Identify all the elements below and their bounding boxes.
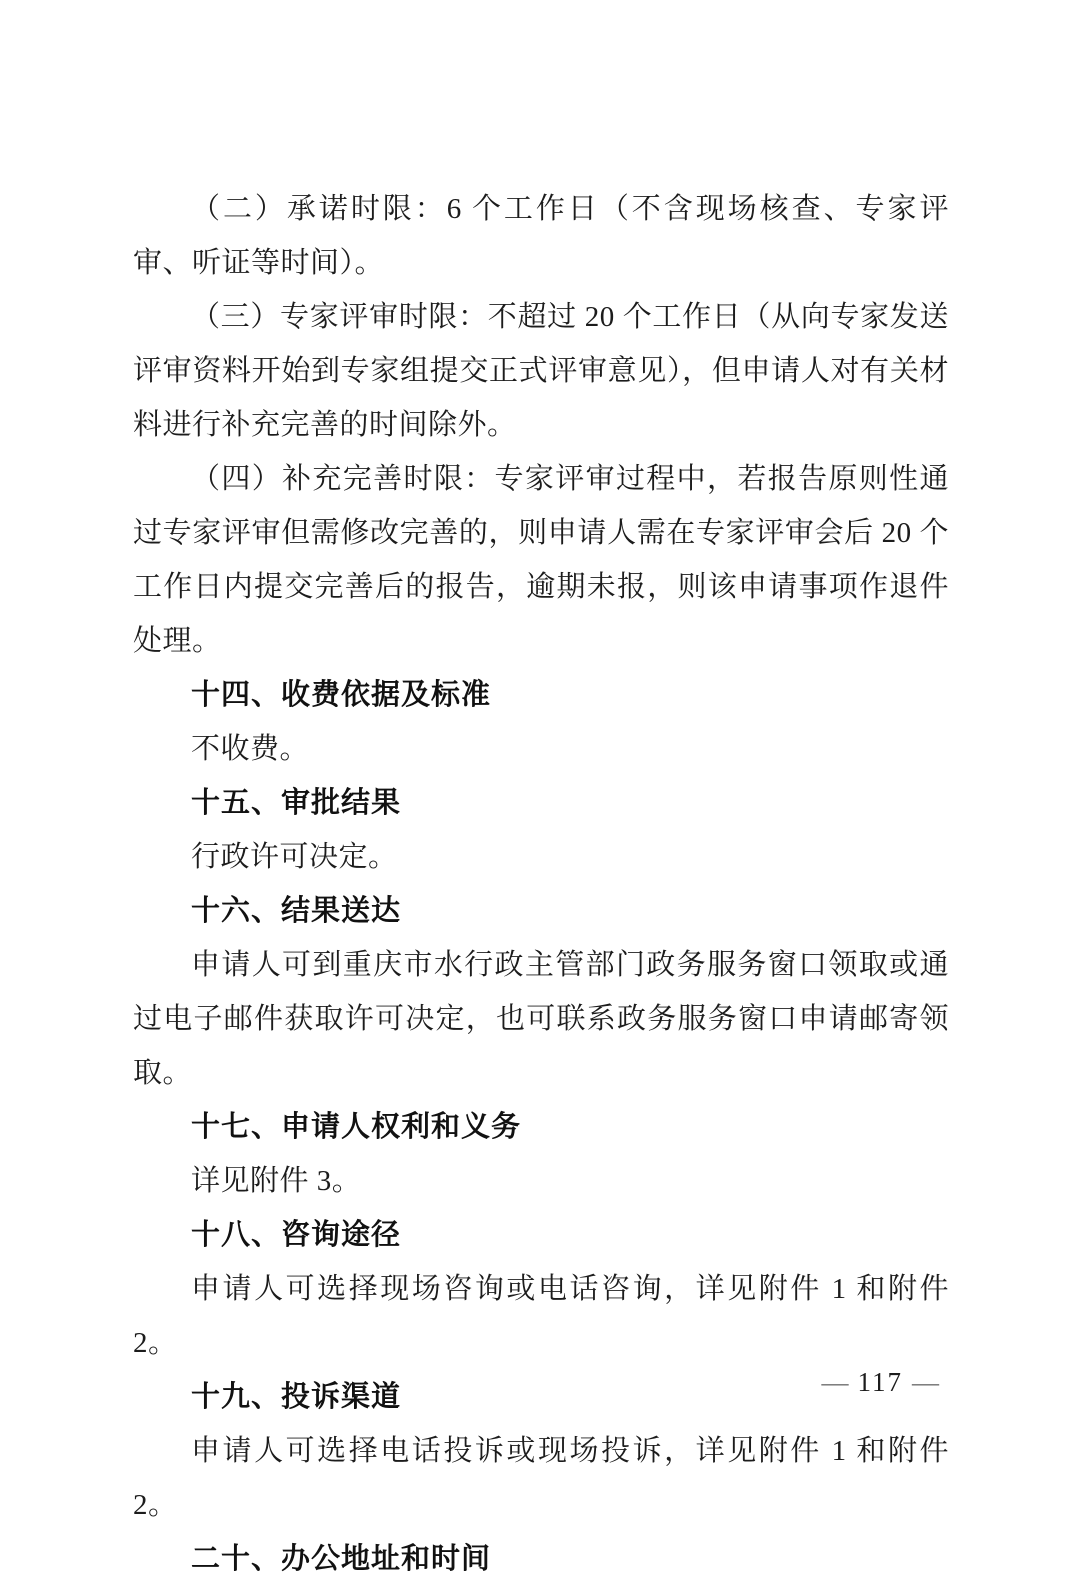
body-paragraph: （四）补充完善时限：专家评审过程中，若报告原则性通过专家评审但需修改完善的，则申请人需在专家评审会后 20 个工作日内提交完善后的报告，逾期未报，则该申请事项作退件处理。: [133, 463, 949, 657]
footer-dash-left: —: [821, 1367, 849, 1397]
footer-dash-right: —: [912, 1367, 939, 1397]
body-paragraph: 详见附件 3。: [191, 1165, 362, 1197]
body-paragraph: （三）专家评审时限：不超过 20 个工作日（从向专家发送评审资料开始到专家组提交正式评审意见），但申请人对有关材料进行补充完善的时间除外。: [133, 301, 949, 441]
body-paragraph: 行政许可决定。: [191, 841, 398, 873]
body-paragraph: 申请人可到重庆市水行政主管部门政务服务窗口领取或通过电子邮件获取许可决定，也可联系政务服务窗口申请邮寄领取。: [133, 949, 949, 1089]
page-number: [813, 1366, 949, 1398]
section-heading-14: 十四、收费依据及标准: [191, 679, 492, 711]
section-heading-15: 十五、审批结果: [191, 787, 402, 819]
body-paragraph: 申请人可选择电话投诉或现场投诉，详见附件 1 和附件 2。: [133, 1435, 949, 1521]
section-heading-17: 十七、申请人权利和义务: [191, 1111, 522, 1143]
section-heading-18: 十八、咨询途径: [191, 1219, 402, 1251]
section-heading-20: 二十、办公地址和时间: [191, 1543, 492, 1575]
footer-page-number: 117: [857, 1367, 903, 1397]
body-paragraph: 不收费。: [191, 733, 310, 765]
section-heading-16: 十六、结果送达: [191, 895, 402, 927]
body-paragraph: （二）承诺时限：6 个工作日（不含现场核查、专家评审、听证等时间）。: [133, 193, 949, 279]
body-paragraph: 申请人可选择现场咨询或电话咨询，详见附件 1 和附件 2。: [133, 1273, 949, 1359]
section-heading-19: 十九、投诉渠道: [191, 1381, 402, 1413]
